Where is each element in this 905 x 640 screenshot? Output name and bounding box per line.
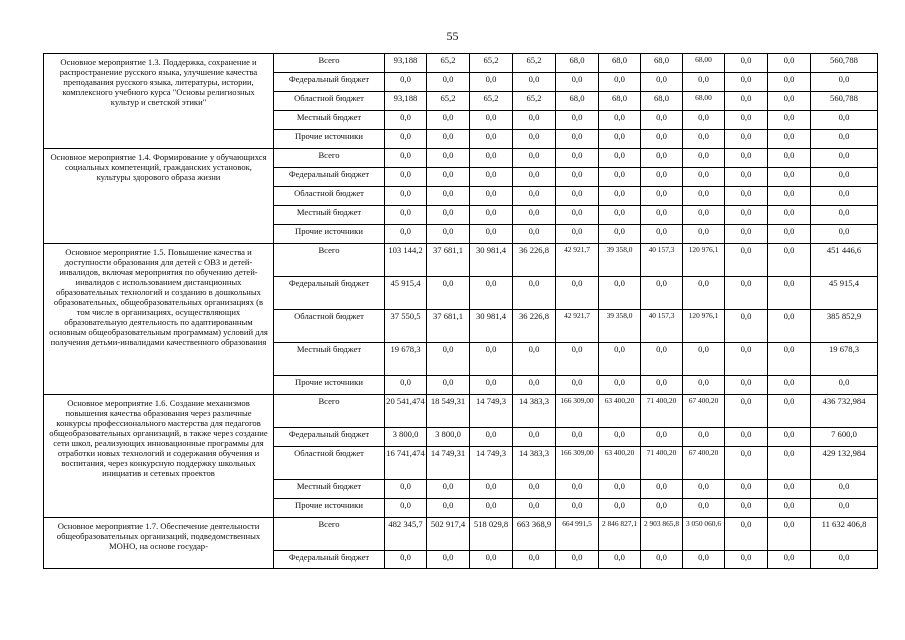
value-cell: 0,0 xyxy=(470,187,513,206)
funding-source: Областной бюджет xyxy=(274,92,385,111)
funding-source: Федеральный бюджет xyxy=(274,428,385,447)
value-cell: 0,0 xyxy=(725,376,768,395)
value-cell: 0,0 xyxy=(725,168,768,187)
value-cell: 166 309,00 xyxy=(556,447,599,480)
funding-source: Федеральный бюджет xyxy=(274,73,385,92)
value-cell: 19 678,3 xyxy=(385,343,427,376)
value-cell: 0,0 xyxy=(513,149,556,168)
value-cell: 0,0 xyxy=(683,343,725,376)
value-cell: 0,0 xyxy=(768,277,811,310)
value-cell: 0,0 xyxy=(725,92,768,111)
value-cell: 0,0 xyxy=(470,551,513,569)
value-cell: 0,0 xyxy=(683,168,725,187)
value-cell: 0,0 xyxy=(768,130,811,149)
value-cell: 0,0 xyxy=(768,111,811,130)
value-cell: 0,0 xyxy=(683,551,725,569)
table-row xyxy=(44,149,878,168)
value-cell: 0,0 xyxy=(427,499,470,518)
funding-source: Местный бюджет xyxy=(274,480,385,499)
value-cell: 71 400,20 xyxy=(641,395,683,428)
value-cell: 0,0 xyxy=(470,130,513,149)
value-cell: 0,0 xyxy=(427,73,470,92)
value-cell: 120 976,1 xyxy=(683,244,725,277)
value-cell: 68,00 xyxy=(683,92,725,111)
value-cell: 0,0 xyxy=(725,225,768,244)
value-cell: 0,0 xyxy=(811,480,878,499)
value-cell: 0,0 xyxy=(768,225,811,244)
value-cell: 68,0 xyxy=(641,92,683,111)
value-cell: 0,0 xyxy=(513,206,556,225)
value-cell: 0,0 xyxy=(427,343,470,376)
value-cell: 0,0 xyxy=(725,130,768,149)
value-cell: 0,0 xyxy=(385,551,427,569)
value-cell: 0,0 xyxy=(599,130,641,149)
value-cell: 429 132,984 xyxy=(811,447,878,480)
value-cell: 37 550,5 xyxy=(385,310,427,343)
value-cell: 67 400,20 xyxy=(683,447,725,480)
value-cell: 0,0 xyxy=(811,149,878,168)
value-cell: 0,0 xyxy=(427,168,470,187)
value-cell: 0,0 xyxy=(556,499,599,518)
value-cell: 0,0 xyxy=(427,149,470,168)
value-cell: 0,0 xyxy=(725,499,768,518)
value-cell: 68,0 xyxy=(599,54,641,73)
value-cell: 0,0 xyxy=(427,277,470,310)
value-cell: 0,0 xyxy=(768,244,811,277)
value-cell: 0,0 xyxy=(725,310,768,343)
funding-source: Областной бюджет xyxy=(274,447,385,480)
value-cell: 0,0 xyxy=(599,187,641,206)
value-cell: 7 600,0 xyxy=(811,428,878,447)
value-cell: 0,0 xyxy=(385,73,427,92)
value-cell: 0,0 xyxy=(599,428,641,447)
value-cell: 0,0 xyxy=(811,206,878,225)
funding-source: Федеральный бюджет xyxy=(274,168,385,187)
value-cell: 40 157,3 xyxy=(641,244,683,277)
value-cell: 0,0 xyxy=(470,277,513,310)
value-cell: 0,0 xyxy=(599,480,641,499)
value-cell: 0,0 xyxy=(470,225,513,244)
value-cell: 0,0 xyxy=(725,428,768,447)
value-cell: 0,0 xyxy=(811,499,878,518)
value-cell: 0,0 xyxy=(683,130,725,149)
value-cell: 0,0 xyxy=(556,225,599,244)
value-cell: 0,0 xyxy=(470,376,513,395)
value-cell: 65,2 xyxy=(470,92,513,111)
value-cell: 0,0 xyxy=(683,480,725,499)
table-body xyxy=(44,54,878,569)
value-cell: 0,0 xyxy=(768,499,811,518)
value-cell: 0,0 xyxy=(427,187,470,206)
value-cell: 14 749,31 xyxy=(427,447,470,480)
value-cell: 0,0 xyxy=(599,376,641,395)
value-cell: 0,0 xyxy=(641,168,683,187)
value-cell: 0,0 xyxy=(683,206,725,225)
value-cell: 0,0 xyxy=(725,149,768,168)
value-cell: 0,0 xyxy=(556,277,599,310)
value-cell: 18 549,31 xyxy=(427,395,470,428)
value-cell: 3 800,0 xyxy=(427,428,470,447)
value-cell: 65,2 xyxy=(470,54,513,73)
value-cell: 0,0 xyxy=(599,225,641,244)
value-cell: 0,0 xyxy=(811,187,878,206)
value-cell: 0,0 xyxy=(641,187,683,206)
funding-source: Всего xyxy=(274,518,385,551)
funding-source: Областной бюджет xyxy=(274,310,385,343)
value-cell: 0,0 xyxy=(641,225,683,244)
value-cell: 11 632 406,8 xyxy=(811,518,878,551)
value-cell: 0,0 xyxy=(513,428,556,447)
value-cell: 0,0 xyxy=(513,168,556,187)
value-cell: 0,0 xyxy=(641,343,683,376)
value-cell: 16 741,474 xyxy=(385,447,427,480)
value-cell: 0,0 xyxy=(683,149,725,168)
value-cell: 0,0 xyxy=(513,187,556,206)
value-cell: 0,0 xyxy=(683,73,725,92)
value-cell: 0,0 xyxy=(725,447,768,480)
value-cell: 0,0 xyxy=(470,480,513,499)
value-cell: 0,0 xyxy=(725,73,768,92)
value-cell: 0,0 xyxy=(641,499,683,518)
value-cell: 560,788 xyxy=(811,92,878,111)
funding-source: Федеральный бюджет xyxy=(274,277,385,310)
value-cell: 0,0 xyxy=(725,244,768,277)
value-cell: 0,0 xyxy=(768,54,811,73)
value-cell: 0,0 xyxy=(768,376,811,395)
value-cell: 436 732,984 xyxy=(811,395,878,428)
table-row xyxy=(44,518,878,551)
value-cell: 14 383,3 xyxy=(513,447,556,480)
value-cell: 0,0 xyxy=(556,130,599,149)
value-cell: 0,0 xyxy=(768,428,811,447)
value-cell: 0,0 xyxy=(556,187,599,206)
value-cell: 0,0 xyxy=(513,343,556,376)
value-cell: 36 226,8 xyxy=(513,310,556,343)
value-cell: 63 400,20 xyxy=(599,447,641,480)
value-cell: 68,0 xyxy=(599,92,641,111)
value-cell: 103 144,2 xyxy=(385,244,427,277)
value-cell: 0,0 xyxy=(470,499,513,518)
value-cell: 67 400,20 xyxy=(683,395,725,428)
value-cell: 3 800,0 xyxy=(385,428,427,447)
value-cell: 0,0 xyxy=(556,149,599,168)
value-cell: 0,0 xyxy=(556,480,599,499)
activity-description: Основное мероприятие 1.5. Повышение качества и доступности образования для детей с ОВЗ и детей-инвалидов, включая мероприятия по обучению детей-инвалидов с использованием дистанционных образовательных технологий и созданию в дошкольных образовательных, общеобразовательных организациях (в том числе в организациях, осуществляющих образовательную деятельность по адаптированным основным общеобразовательным программам) условий для получения детьми-инвалидами качественного образования xyxy=(44,244,274,395)
value-cell: 0,0 xyxy=(556,551,599,569)
value-cell: 0,0 xyxy=(641,111,683,130)
value-cell: 0,0 xyxy=(427,206,470,225)
value-cell: 0,0 xyxy=(556,376,599,395)
value-cell: 0,0 xyxy=(513,130,556,149)
value-cell: 0,0 xyxy=(385,187,427,206)
value-cell: 0,0 xyxy=(768,343,811,376)
value-cell: 120 976,1 xyxy=(683,310,725,343)
value-cell: 0,0 xyxy=(768,187,811,206)
value-cell: 65,2 xyxy=(513,54,556,73)
value-cell: 0,0 xyxy=(556,73,599,92)
value-cell: 0,0 xyxy=(556,111,599,130)
value-cell: 0,0 xyxy=(470,428,513,447)
activity-description: Основное мероприятие 1.3. Поддержка, сохранение и распространение русского языка, улучшение качества преподавания русского языка, литературы, истории, комплексного учебного курса "Основы религиозных культур и светской этики" xyxy=(44,54,274,149)
funding-source: Прочие источники xyxy=(274,499,385,518)
value-cell: 0,0 xyxy=(683,225,725,244)
value-cell: 65,2 xyxy=(427,92,470,111)
value-cell: 0,0 xyxy=(427,480,470,499)
value-cell: 0,0 xyxy=(725,518,768,551)
value-cell: 14 383,3 xyxy=(513,395,556,428)
funding-source: Всего xyxy=(274,244,385,277)
value-cell: 0,0 xyxy=(725,206,768,225)
value-cell: 0,0 xyxy=(768,310,811,343)
value-cell: 0,0 xyxy=(641,149,683,168)
table-row xyxy=(44,54,878,73)
value-cell: 0,0 xyxy=(768,206,811,225)
value-cell: 0,0 xyxy=(768,73,811,92)
value-cell: 0,0 xyxy=(811,73,878,92)
value-cell: 0,0 xyxy=(427,130,470,149)
value-cell: 0,0 xyxy=(556,343,599,376)
funding-source: Прочие источники xyxy=(274,130,385,149)
value-cell: 166 309,00 xyxy=(556,395,599,428)
value-cell: 518 029,8 xyxy=(470,518,513,551)
value-cell: 30 981,4 xyxy=(470,310,513,343)
funding-source: Всего xyxy=(274,149,385,168)
value-cell: 0,0 xyxy=(470,168,513,187)
value-cell: 68,0 xyxy=(556,92,599,111)
value-cell: 664 991,5 xyxy=(556,518,599,551)
value-cell: 0,0 xyxy=(599,551,641,569)
value-cell: 0,0 xyxy=(725,343,768,376)
value-cell: 68,0 xyxy=(556,54,599,73)
value-cell: 0,0 xyxy=(725,111,768,130)
funding-source: Местный бюджет xyxy=(274,206,385,225)
funding-source: Областной бюджет xyxy=(274,187,385,206)
value-cell: 0,0 xyxy=(513,551,556,569)
value-cell: 0,0 xyxy=(427,111,470,130)
activity-description: Основное мероприятие 1.4. Формирование у обучающихся социальных компетенций, гражданских установок, культуры здорового образа жизни xyxy=(44,149,274,244)
value-cell: 0,0 xyxy=(470,343,513,376)
value-cell: 42 921,7 xyxy=(556,244,599,277)
value-cell: 0,0 xyxy=(513,225,556,244)
value-cell: 0,0 xyxy=(470,111,513,130)
value-cell: 0,0 xyxy=(768,149,811,168)
value-cell: 0,0 xyxy=(683,277,725,310)
value-cell: 0,0 xyxy=(725,54,768,73)
value-cell: 2 903 865,8 xyxy=(641,518,683,551)
value-cell: 0,0 xyxy=(641,277,683,310)
value-cell: 0,0 xyxy=(599,73,641,92)
value-cell: 0,0 xyxy=(385,130,427,149)
value-cell: 0,0 xyxy=(385,499,427,518)
value-cell: 0,0 xyxy=(385,111,427,130)
funding-source: Всего xyxy=(274,54,385,73)
value-cell: 0,0 xyxy=(811,551,878,569)
value-cell: 0,0 xyxy=(725,187,768,206)
value-cell: 0,0 xyxy=(768,395,811,428)
value-cell: 0,0 xyxy=(811,168,878,187)
value-cell: 663 368,9 xyxy=(513,518,556,551)
value-cell: 40 157,3 xyxy=(641,310,683,343)
table-row xyxy=(44,244,878,277)
value-cell: 0,0 xyxy=(385,225,427,244)
value-cell: 0,0 xyxy=(385,480,427,499)
page-number: 55 xyxy=(446,29,459,43)
value-cell: 385 852,9 xyxy=(811,310,878,343)
value-cell: 0,0 xyxy=(599,149,641,168)
value-cell: 0,0 xyxy=(599,499,641,518)
value-cell: 14 749,3 xyxy=(470,395,513,428)
value-cell: 37 681,1 xyxy=(427,244,470,277)
value-cell: 45 915,4 xyxy=(811,277,878,310)
value-cell: 0,0 xyxy=(641,206,683,225)
value-cell: 0,0 xyxy=(725,277,768,310)
value-cell: 0,0 xyxy=(513,480,556,499)
value-cell: 0,0 xyxy=(768,518,811,551)
value-cell: 0,0 xyxy=(513,376,556,395)
value-cell: 0,0 xyxy=(427,225,470,244)
value-cell: 560,788 xyxy=(811,54,878,73)
value-cell: 0,0 xyxy=(385,168,427,187)
value-cell: 0,0 xyxy=(641,130,683,149)
value-cell: 68,00 xyxy=(683,54,725,73)
budget-table xyxy=(43,53,878,569)
value-cell: 39 358,0 xyxy=(599,244,641,277)
value-cell: 0,0 xyxy=(470,149,513,168)
value-cell: 0,0 xyxy=(725,551,768,569)
value-cell: 0,0 xyxy=(768,551,811,569)
value-cell: 0,0 xyxy=(513,73,556,92)
value-cell: 0,0 xyxy=(470,73,513,92)
funding-source: Местный бюджет xyxy=(274,343,385,376)
activity-description: Основное мероприятие 1.6. Создание механизмов повышения качества образования через различные конкурсы профессионального мастерства для педагогов общеобразовательных организаций, в также через создание сети школ, реализующих инновационные программы для отработки новых технологий и содержания обучения и воспитания, через конкурсную поддержку школьных инициатив и сетевых проектов xyxy=(44,395,274,518)
value-cell: 0,0 xyxy=(725,480,768,499)
value-cell: 42 921,7 xyxy=(556,310,599,343)
activity-description: Основное мероприятие 1.7. Обеспечение деятельности общеобразовательных организаций, подведомственных МОНО, на основе государ- xyxy=(44,518,274,569)
value-cell: 0,0 xyxy=(683,376,725,395)
value-cell: 63 400,20 xyxy=(599,395,641,428)
value-cell: 19 678,3 xyxy=(811,343,878,376)
value-cell: 0,0 xyxy=(641,73,683,92)
value-cell: 0,0 xyxy=(599,206,641,225)
value-cell: 482 345,7 xyxy=(385,518,427,551)
value-cell: 93,188 xyxy=(385,92,427,111)
value-cell: 0,0 xyxy=(641,376,683,395)
value-cell: 45 915,4 xyxy=(385,277,427,310)
funding-source: Федеральный бюджет xyxy=(274,551,385,569)
value-cell: 20 541,474 xyxy=(385,395,427,428)
value-cell: 0,0 xyxy=(556,428,599,447)
value-cell: 39 358,0 xyxy=(599,310,641,343)
value-cell: 0,0 xyxy=(725,395,768,428)
value-cell: 451 446,6 xyxy=(811,244,878,277)
value-cell: 0,0 xyxy=(768,447,811,480)
value-cell: 0,0 xyxy=(811,130,878,149)
value-cell: 0,0 xyxy=(683,111,725,130)
value-cell: 0,0 xyxy=(599,343,641,376)
value-cell: 0,0 xyxy=(683,187,725,206)
value-cell: 0,0 xyxy=(599,111,641,130)
value-cell: 0,0 xyxy=(641,428,683,447)
value-cell: 0,0 xyxy=(641,480,683,499)
value-cell: 0,0 xyxy=(811,225,878,244)
value-cell: 0,0 xyxy=(385,376,427,395)
value-cell: 0,0 xyxy=(513,277,556,310)
value-cell: 93,188 xyxy=(385,54,427,73)
value-cell: 65,2 xyxy=(513,92,556,111)
value-cell: 2 846 827,1 xyxy=(599,518,641,551)
value-cell: 0,0 xyxy=(427,551,470,569)
value-cell: 0,0 xyxy=(556,206,599,225)
funding-source: Прочие источники xyxy=(274,225,385,244)
value-cell: 0,0 xyxy=(385,149,427,168)
value-cell: 30 981,4 xyxy=(470,244,513,277)
funding-source: Всего xyxy=(274,395,385,428)
value-cell: 0,0 xyxy=(641,551,683,569)
value-cell: 0,0 xyxy=(470,206,513,225)
funding-source: Прочие источники xyxy=(274,376,385,395)
value-cell: 0,0 xyxy=(768,480,811,499)
value-cell: 3 050 060,6 xyxy=(683,518,725,551)
value-cell: 14 749,3 xyxy=(470,447,513,480)
value-cell: 0,0 xyxy=(683,428,725,447)
value-cell: 0,0 xyxy=(427,376,470,395)
value-cell: 0,0 xyxy=(556,168,599,187)
value-cell: 0,0 xyxy=(811,111,878,130)
value-cell: 0,0 xyxy=(513,111,556,130)
value-cell: 36 226,8 xyxy=(513,244,556,277)
value-cell: 37 681,1 xyxy=(427,310,470,343)
value-cell: 68,0 xyxy=(641,54,683,73)
funding-source: Местный бюджет xyxy=(274,111,385,130)
value-cell: 0,0 xyxy=(385,206,427,225)
value-cell: 502 917,4 xyxy=(427,518,470,551)
value-cell: 0,0 xyxy=(599,168,641,187)
value-cell: 0,0 xyxy=(768,168,811,187)
value-cell: 0,0 xyxy=(513,499,556,518)
value-cell: 0,0 xyxy=(811,376,878,395)
value-cell: 0,0 xyxy=(599,277,641,310)
value-cell: 71 400,20 xyxy=(641,447,683,480)
value-cell: 0,0 xyxy=(768,92,811,111)
value-cell: 0,0 xyxy=(683,499,725,518)
value-cell: 65,2 xyxy=(427,54,470,73)
table-row xyxy=(44,395,878,428)
